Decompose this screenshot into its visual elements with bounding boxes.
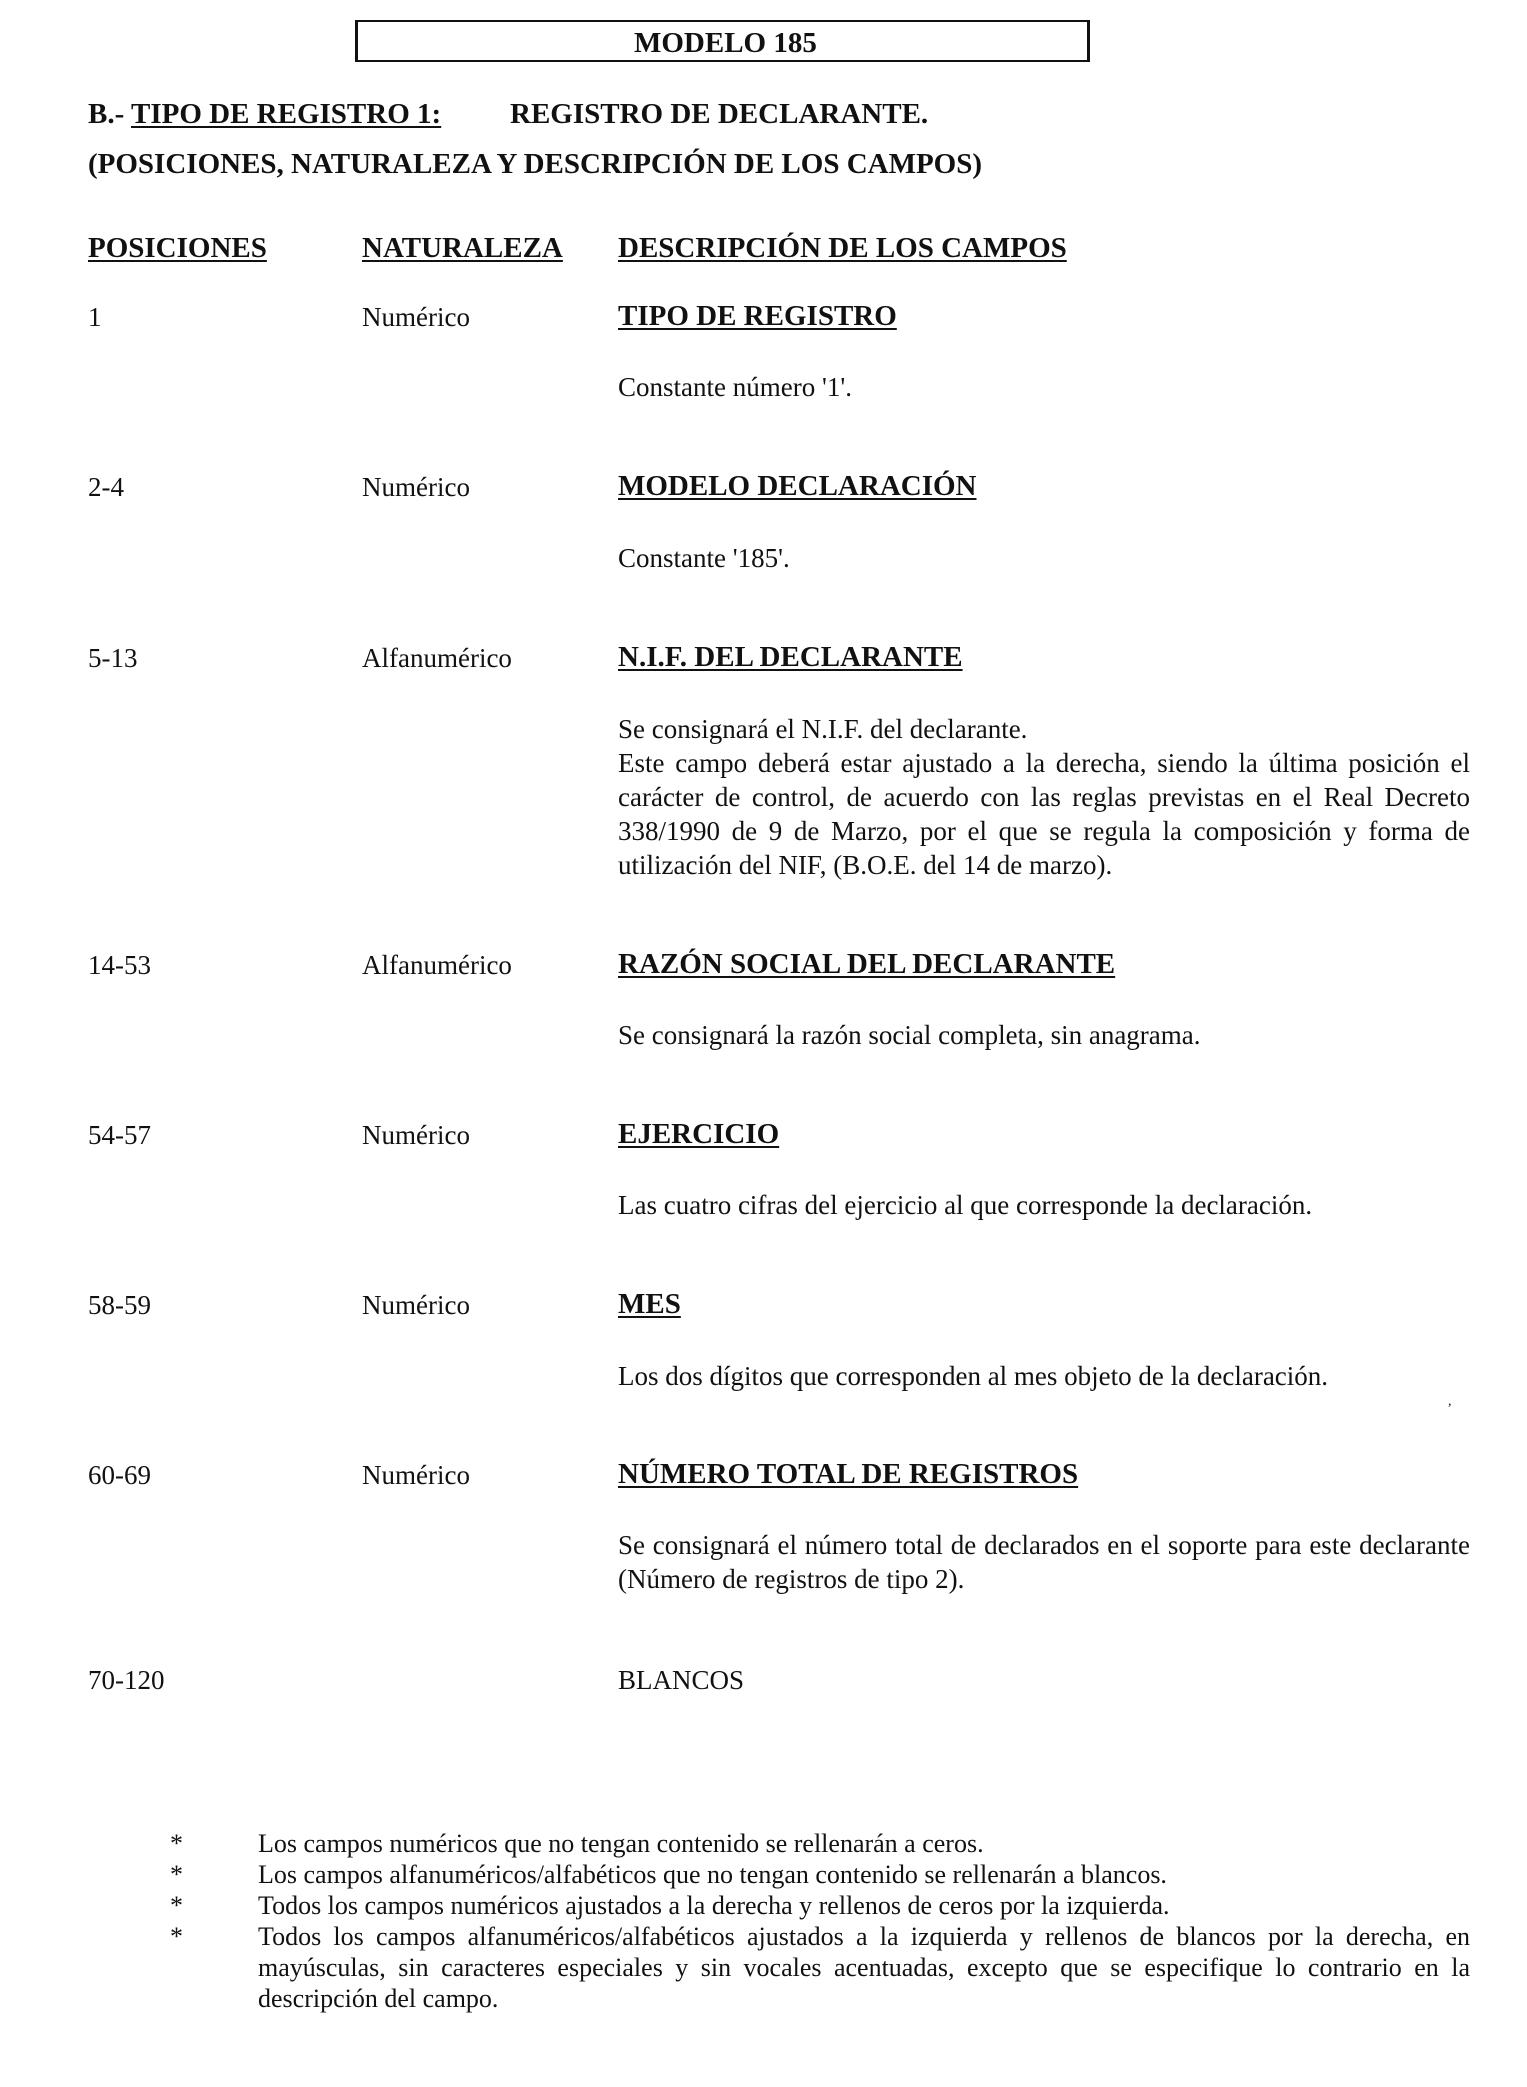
column-header-positions: POSICIONES [88,232,267,264]
row-description-text: Los dos dígitos que corresponden al mes objeto de la declaración. [618,1361,1329,1391]
record-type-label: TIPO DE REGISTRO 1: [130,98,442,130]
row-field-title: NÚMERO TOTAL DE REGISTROS [618,1458,1079,1490]
row-description-text: Se consignará el número total de declarados en el soporte para este declarante (Número de registros de tipo 2). [618,1530,1470,1594]
section-prefix: B.- [88,98,125,130]
row-description [618,541,1470,575]
page-title-box [355,20,1090,62]
column-header-nature: NATURALEZA [362,232,563,264]
note-text: Todos los campos alfanuméricos/alfabéticos ajustados a la izquierda y rellenos de blancos por la derecha, en mayúsculas, sin caracteres especiales y sin vocales acentuadas, excepto que se especifique lo contrario en la descripción del campo. [258,1922,1470,2013]
section-subtitle: (POSICIONES, NATURALEZA Y DESCRIPCIÓN DE LOS CAMPOS) [88,148,983,180]
note-bullet: * [170,1891,183,1920]
row-nature: Alfanumérico [362,643,512,673]
row-description [618,1188,1470,1222]
row-description-text: Constante '185'. [618,543,790,573]
row-positions: 58-59 [88,1290,151,1320]
row-description-text: Las cuatro cifras del ejercicio al que corresponde la declaración. [618,1190,1313,1220]
list-item [170,1890,1470,1921]
row-field-title: N.I.F. DEL DECLARANTE [618,641,963,673]
row-description-text: Se consignará la razón social completa, sin anagrama. [618,1020,1201,1050]
row-field-title: RAZÓN SOCIAL DEL DECLARANTE [618,948,1116,980]
list-item [170,1859,1470,1890]
note-text: Los campos alfanuméricos/alfabéticos que no tengan contenido se rellenarán a blancos. [258,1860,1167,1889]
row-description-text: Constante número '1'. [618,372,852,402]
row-positions: 14-53 [88,950,151,980]
row-nature: Numérico [362,1120,470,1150]
notes-list [170,1828,1470,2014]
row-field-title: TIPO DE REGISTRO [618,300,897,332]
row-field-title: BLANCOS [618,1665,745,1695]
row-positions: 1 [88,302,102,332]
note-text: Todos los campos numéricos ajustados a la derecha y rellenos de ceros por la izquierda. [258,1891,1170,1920]
row-description [618,712,1470,882]
row-description [618,1528,1470,1596]
row-positions: 2-4 [88,472,124,502]
row-field-title: MES [618,1288,681,1320]
section-heading [88,98,441,131]
row-field-title: MODELO DECLARACIÓN [618,470,977,502]
row-positions: 5-13 [88,643,138,673]
note-bullet: * [170,1829,183,1858]
record-name: REGISTRO DE DECLARANTE. [510,98,929,130]
row-positions: 70-120 [88,1665,165,1695]
row-positions: 60-69 [88,1460,151,1490]
row-nature: Numérico [362,1290,470,1320]
row-field-title: EJERCICIO [618,1118,780,1150]
page-title: MODELO 185 [634,27,817,59]
row-positions: 54-57 [88,1120,151,1150]
column-header-description: DESCRIPCIÓN DE LOS CAMPOS [618,232,1067,264]
list-item [170,1921,1470,2014]
row-nature: Numérico [362,472,470,502]
row-description [618,1359,1470,1393]
row-description [618,370,1470,404]
row-description [618,1018,1470,1052]
scan-speck: , [1448,1394,1452,1409]
row-description-text: Este campo deberá estar ajustado a la derecha, siendo la última posición el carácter de control, de acuerdo con las reglas previstas en el Real Decreto 338/1990 de 9 de Marzo, por el que se regula la composición y forma de utilización del NIF, (B.O.E. del 14 de marzo). [618,748,1470,880]
note-text: Los campos numéricos que no tengan contenido se rellenarán a ceros. [258,1829,984,1858]
row-nature: Numérico [362,302,470,332]
row-nature: Alfanumérico [362,950,512,980]
row-description-text: Se consignará el N.I.F. del declarante. [618,714,1028,744]
note-bullet: * [170,1860,183,1889]
note-bullet: * [170,1922,183,1951]
row-nature: Numérico [362,1460,470,1490]
list-item [170,1828,1470,1859]
